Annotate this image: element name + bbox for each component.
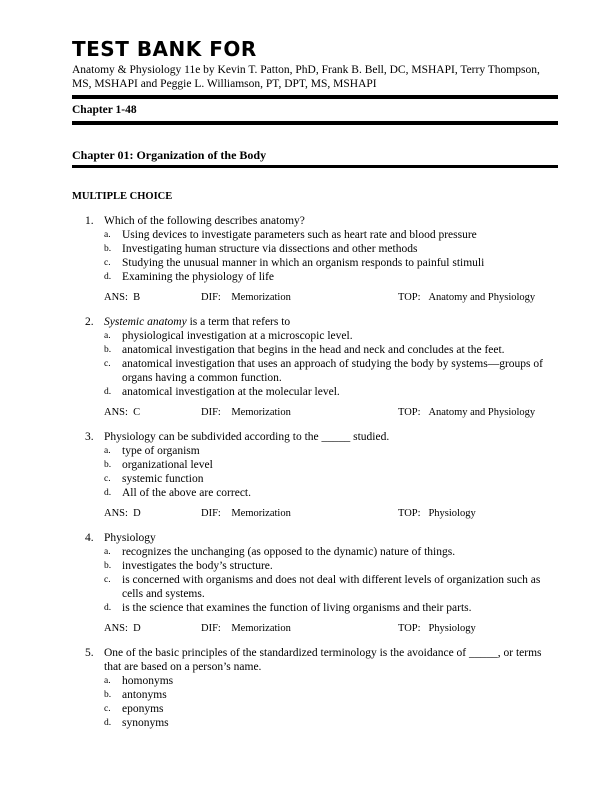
question-number: 1. <box>85 215 94 227</box>
option-letter: d. <box>104 603 112 613</box>
option-letter: c. <box>104 258 111 268</box>
document-title: TEST BANK FOR <box>72 37 257 61</box>
option-text: systemic function <box>122 473 204 485</box>
question-text <box>104 315 558 329</box>
option-letter: b. <box>104 244 112 254</box>
question-item <box>72 646 558 730</box>
option-text: recognizes the unchanging (as opposed to the dynamic) nature of things. <box>122 546 456 558</box>
answer-meta <box>104 406 558 420</box>
section-title: MULTIPLE CHOICE <box>72 191 173 202</box>
option-text: eponyms <box>122 703 164 715</box>
option-text: homonyms <box>122 675 174 687</box>
answer-options <box>104 329 558 399</box>
option-text: Examining the physiology of life <box>122 271 275 283</box>
answer-option <box>104 385 558 399</box>
question-text: Physiology can be subdivided according to the _____ studied. <box>104 431 390 443</box>
option-letter: a. <box>104 676 111 686</box>
answer-option <box>104 329 558 343</box>
answer-option <box>104 559 558 573</box>
chapter-title: Chapter 01: Organization of the Body <box>72 148 267 162</box>
question-text: One of the basic principles of the standardized terminology is the avoidance of _____, or terms that are based on a person’s name. <box>104 647 542 673</box>
option-text: physiological investigation at a microscopic level. <box>122 330 353 342</box>
topic-label: TOP: Physiology <box>398 623 476 634</box>
answer-key: ANS: D <box>104 623 141 634</box>
answer-options <box>104 444 558 500</box>
answer-option <box>104 444 558 458</box>
option-text: synonyms <box>122 717 169 729</box>
option-letter: c. <box>104 474 111 484</box>
option-letter: c. <box>104 704 111 714</box>
question-item <box>72 214 558 305</box>
option-text: type of organism <box>122 445 200 457</box>
answer-option <box>104 702 558 716</box>
option-letter: a. <box>104 331 111 341</box>
option-text: Studying the unusual manner in which an organism responds to painful stimuli <box>122 257 485 269</box>
option-text: is the science that examines the function of living organisms and their parts. <box>122 602 472 614</box>
chapter-range: Chapter 1-48 <box>72 104 137 116</box>
question-number: 4. <box>85 532 94 544</box>
difficulty-label: DIF: Memorization <box>201 292 291 303</box>
question-term: Systemic anatomy <box>104 316 187 328</box>
topic-label: TOP: Physiology <box>398 508 476 519</box>
option-text: Investigating human structure via dissections and other methods <box>122 243 418 255</box>
answer-option <box>104 573 558 601</box>
option-text: antonyms <box>122 689 167 701</box>
option-letter: c. <box>104 359 111 369</box>
option-letter: d. <box>104 272 112 282</box>
option-letter: d. <box>104 488 112 498</box>
chapter-range-rule <box>72 121 558 125</box>
question-item <box>72 430 558 521</box>
option-letter: b. <box>104 345 112 355</box>
option-letter: b. <box>104 690 112 700</box>
answer-option <box>104 545 558 559</box>
option-text: investigates the body’s structure. <box>122 560 273 572</box>
difficulty-label: DIF: Memorization <box>201 508 291 519</box>
option-text: All of the above are correct. <box>122 487 251 499</box>
answer-option <box>104 343 558 357</box>
option-text: organizational level <box>122 459 213 471</box>
question-text: Physiology <box>104 532 156 544</box>
question-text: Which of the following describes anatomy? <box>104 215 305 227</box>
question-item <box>72 315 558 420</box>
answer-option <box>104 357 558 385</box>
header-rule <box>72 95 558 99</box>
difficulty-label: DIF: Memorization <box>201 407 291 418</box>
option-letter: d. <box>104 718 112 728</box>
option-text: anatomical investigation that begins in the head and neck and concludes at the feet. <box>122 344 505 356</box>
answer-option <box>104 458 558 472</box>
question-number: 3. <box>85 431 94 443</box>
answer-options <box>104 674 558 730</box>
answer-option <box>104 674 558 688</box>
option-letter: d. <box>104 387 112 397</box>
answer-key: ANS: D <box>104 508 141 519</box>
answer-option <box>104 716 558 730</box>
answer-option <box>104 601 558 615</box>
answer-meta <box>104 291 558 305</box>
option-letter: a. <box>104 446 111 456</box>
answer-option <box>104 270 558 284</box>
answer-key: ANS: B <box>104 292 141 303</box>
question-list <box>72 214 558 730</box>
question-text-rest: is a term that refers to <box>186 316 291 328</box>
answer-option <box>104 256 558 270</box>
answer-options <box>104 545 558 615</box>
topic-label: TOP: Anatomy and Physiology <box>398 407 536 418</box>
answer-option <box>104 242 558 256</box>
answer-options <box>104 228 558 284</box>
document-subtitle: Anatomy & Physiology 11e by Kevin T. Patton, PhD, Frank B. Bell, DC, MSHAPI, Terry Thompson, MS, MSHAPI and Peggie L. Williamson, PT, DPT, MS, MSHAPI <box>72 64 540 90</box>
option-text: Using devices to investigate parameters such as heart rate and blood pressure <box>122 229 477 241</box>
option-letter: b. <box>104 561 112 571</box>
answer-key: ANS: C <box>104 407 141 418</box>
option-letter: a. <box>104 547 111 557</box>
option-letter: c. <box>104 575 111 585</box>
answer-meta <box>104 622 558 636</box>
answer-option <box>104 472 558 486</box>
document-page <box>72 38 558 740</box>
option-letter: b. <box>104 460 112 470</box>
answer-meta <box>104 507 558 521</box>
option-text: anatomical investigation that uses an approach of studying the body by systems—groups of organs having a common function. <box>122 358 543 384</box>
option-letter: a. <box>104 230 111 240</box>
question-number: 5. <box>85 647 94 659</box>
chapter-title-rule <box>72 165 558 168</box>
topic-label: TOP: Anatomy and Physiology <box>398 292 536 303</box>
question-item <box>72 531 558 636</box>
option-text: anatomical investigation at the molecular level. <box>122 386 340 398</box>
answer-option <box>104 688 558 702</box>
option-text: is concerned with organisms and does not deal with different levels of organization such as cells and systems. <box>122 574 541 600</box>
answer-option <box>104 486 558 500</box>
answer-option <box>104 228 558 242</box>
question-number: 2. <box>85 316 94 328</box>
difficulty-label: DIF: Memorization <box>201 623 291 634</box>
